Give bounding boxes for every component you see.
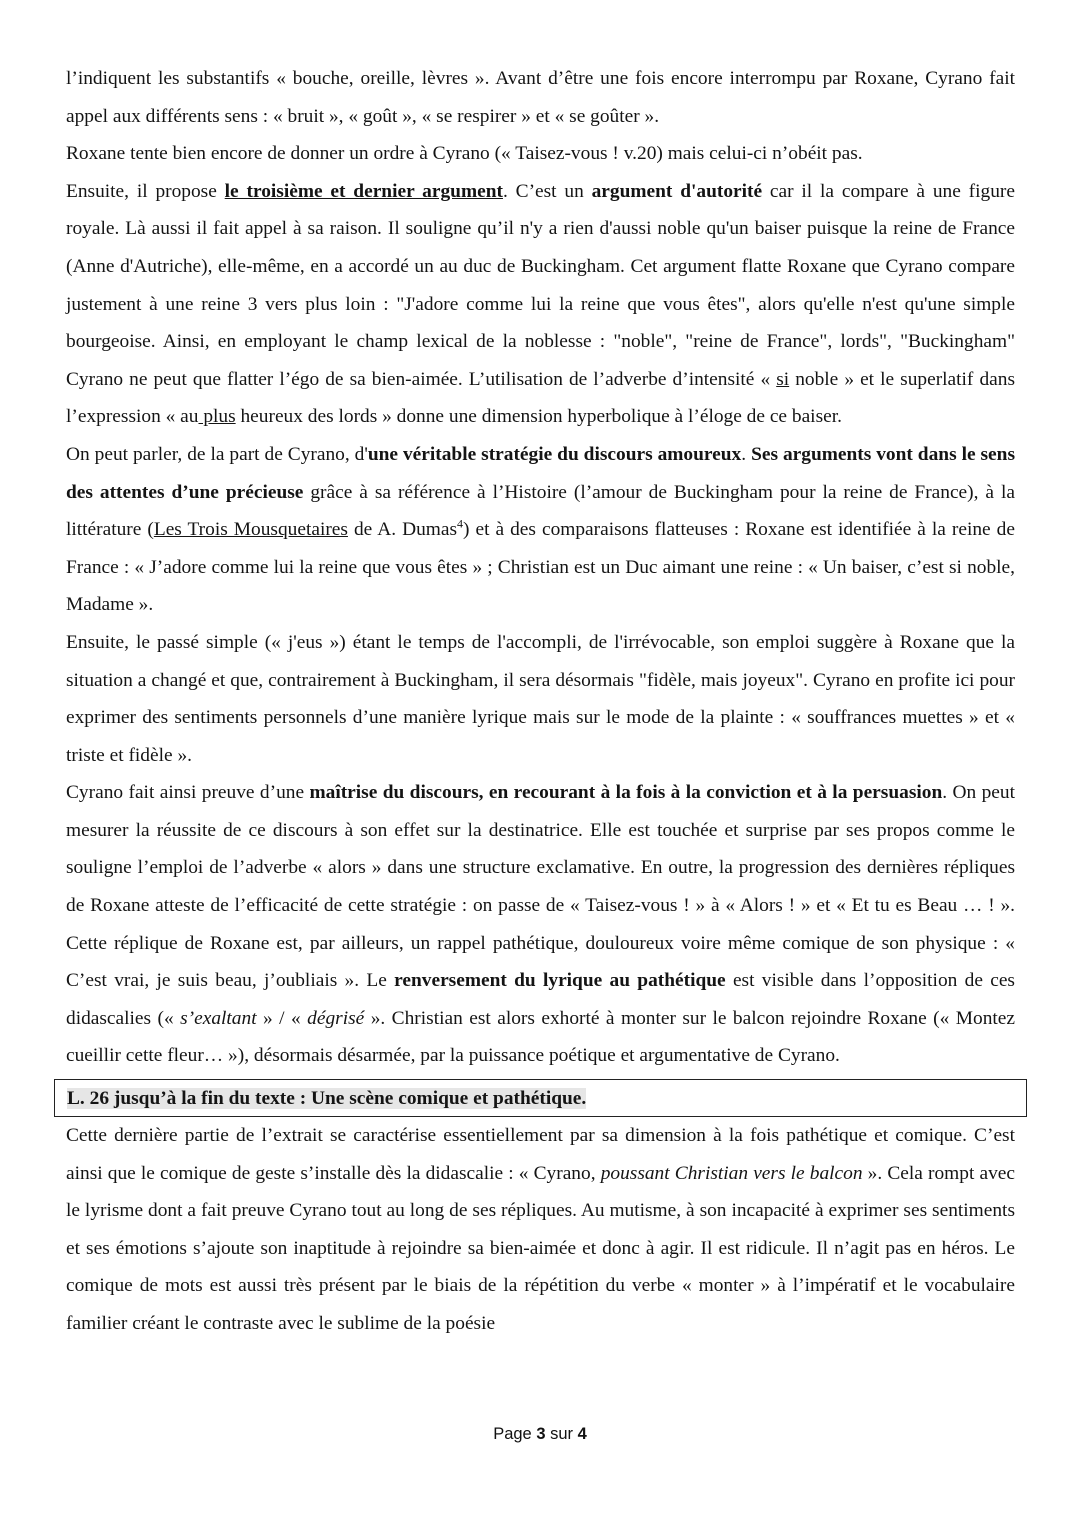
of-word: sur — [550, 1425, 574, 1443]
text-run: . C’est un — [502, 180, 592, 202]
paragraph-past-simple — [66, 624, 1015, 774]
paragraph-comic-pathetic — [66, 1117, 1015, 1343]
bold-phrase: maîtrise du discours, en recourant à la fois à la conviction et à la persuasion — [309, 782, 943, 804]
text-run: de A. Dumas — [347, 519, 457, 541]
current-page-number: 3 — [536, 1425, 546, 1443]
underlined-word: plus — [198, 406, 236, 428]
text-run: Ensuite, il propose — [66, 180, 225, 202]
text-run: ) et à des comparaisons flatteuses : Roxane est identifiée à la reine de France : « J’adore comme lui la reine que vous êtes » ; Christian est un Duc aimant une reine : « Un baiser, c’est si noble, Madame ». — [66, 519, 1015, 616]
underlined-word: si — [776, 368, 790, 390]
paragraph-senses — [66, 60, 1015, 135]
document-body — [66, 60, 1015, 1343]
text-run: Ensuite, le passé simple (« j'eus ») étant le temps de l'accompli, de l'irrévocable, son emploi suggère à Roxane que la situation a changé et que, contrairement à Buckingham, il sera désormais "fidèle, mais joyeux". Cyrano en profite ici pour exprimer des sentiments personnels d’une manière lyrique mais sur le mode de la plainte : « souffrances muettes » et « triste et fidèle ». — [66, 631, 1015, 766]
footnote-marker: 4 — [457, 516, 463, 531]
text-run: Cyrano fait ainsi preuve d’une — [66, 782, 310, 804]
section-heading — [54, 1079, 1027, 1117]
text-run: est visible dans l’opposition de ces didascalies (« — [66, 970, 1015, 1029]
text-run: l’indiquent les substantifs « bouche, oreille, lèvres ». Avant d’être une fois encore interrompu par Roxane, Cyrano fait appel aux différents sens : « bruit », « goût », « se respirer » et « se goûter ». — [66, 68, 1015, 127]
text-run: car il la compare à une figure royale. Là aussi il fait appel à sa raison. Il souligne qu’il n'y a rien d'aussi noble qu'un baiser puisque la reine de France (Anne d'Autriche), elle-même, en a accordé un au duc de Buckingham. Cet argument flatte Roxane que Cyrano compare justement à une reine 3 vers plus loin : "J'adore comme lui la reine que vous êtes", alors qu'elle n'est qu'une simple bourgeoise. Ainsi, en employant le champ lexical de la noblesse : "noble", "reine de France", lords", "Buckingham" Cyrano ne peut que flatter l’égo de sa bien-aimée. L’utilisation de l’adverbe d’intensité « — [66, 180, 1015, 390]
page-word: Page — [493, 1425, 532, 1443]
paragraph-third-argument — [66, 173, 1015, 436]
text-run: On peut parler, de la part de Cyrano, d' — [66, 443, 368, 465]
paragraph-mastery — [66, 774, 1015, 1075]
bold-phrase: renversement du lyrique au pathétique — [394, 970, 726, 992]
text-run: noble » et le superlatif dans l’expression « au — [66, 368, 1015, 428]
text-run: » / « — [256, 1007, 308, 1029]
text-run: Cette dernière partie de l’extrait se caractérise essentiellement par sa dimension à la fois pathétique et comique. C’est ainsi que le comique de geste s’installe dès la didascalie : « Cyrano, — [66, 1125, 1015, 1184]
text-run: ». Cela rompt avec le lyrisme dont a fait preuve Cyrano tout au long de ses répliques. Au mutisme, à son incapacité à exprimer ses sentiments et ses émotions s’ajoute son inaptitude à rejoindre sa bien-aimée et donc à agir. Il est ridicule. Il n’agit pas en héros. Le comique de mots est aussi très présent par le biais de la répétition du verbe « monter » à l’impératif et le vocabulaire familier créant le contraste avec le sublime de la poésie — [66, 1162, 1015, 1334]
page-footer — [0, 1416, 1080, 1454]
bold-phrase: argument d'autorité — [591, 180, 763, 202]
paragraph-roxane-order — [66, 135, 1015, 173]
bold-phrase: Ses arguments vont dans le sens des attentes d’une précieuse — [66, 443, 1015, 503]
bold-phrase: une véritable stratégie du discours amoureux — [367, 443, 742, 465]
text-run: . On peut mesurer la réussite de ce discours à son effet sur la destinatrice. Elle est touchée et surprise par ses propos comme le souligne l’emploi de l’adverbe « alors » dans une structure exclamative. En outre, la progression des dernières répliques de Roxane atteste de l’efficacité de cette stratégie : on passe de « Taisez-vous ! » à « Alors ! » et « Et tu es Beau … ! ». Cette réplique de Roxane est, par ailleurs, un rappel pathétique, douloureux voire même comique de son physique : « C’est vrai, je suis beau, j’oubliais ». Le — [66, 782, 1015, 992]
italic-stage-direction: dégrisé — [307, 1007, 365, 1029]
italic-stage-direction: s’exaltant — [180, 1007, 257, 1029]
text-run: Roxane tente bien encore de donner un ordre à Cyrano (« Taisez-vous ! v.20) mais celui-ci n’obéit pas. — [66, 143, 863, 165]
book-title: Les Trois Mousquetaires — [153, 519, 348, 541]
text-run: grâce à sa référence à l’Histoire (l’amour de Buckingham pour la reine de France), à la littérature ( — [66, 481, 1015, 541]
text-run: heureux des lords » donne une dimension hyperbolique à l’éloge de ce baiser. — [235, 406, 842, 428]
italic-stage-direction: poussant Christian vers le balcon — [600, 1162, 863, 1184]
paragraph-strategy — [66, 436, 1015, 624]
text-run: ». Christian est alors exhorté à monter sur le balcon rejoindre Roxane (« Montez cueillir cette fleur… »), désormais désarmée, par la puissance poétique et argumentative de Cyrano. — [66, 1007, 1016, 1067]
section-heading-text: L. 26 jusqu’à la fin du texte : Une scène comique et pathétique. — [67, 1088, 587, 1110]
text-run: . — [741, 443, 752, 465]
total-page-number: 4 — [577, 1425, 587, 1443]
underlined-bold-phrase: le troisième et dernier argument — [224, 180, 503, 202]
